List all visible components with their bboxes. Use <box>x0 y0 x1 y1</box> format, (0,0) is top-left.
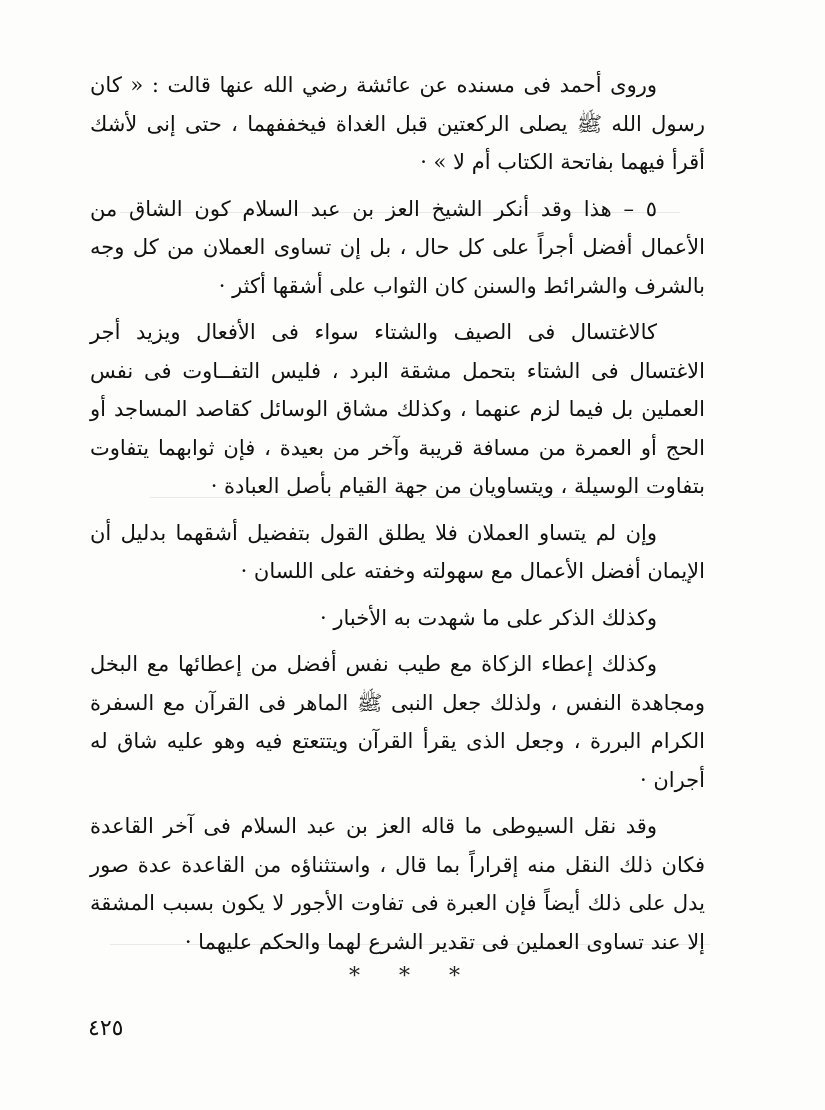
section-divider: * * * <box>349 964 476 989</box>
paragraph-7: وقد نقل السيوطى ما قاله العز بن عبد السلام فى آخر القاعدة فكان ذلك النقل منه إقراراً بما قال ، واستثناؤه من القاعدة عدة صور يدل على ذلك أيضاً فإن العبرة فى تفاوت الأجور لا يكون بسبب المشقة إلا عند تساوى العملين فى تقدير الشرع لهما والحكم عليهما · <box>90 814 705 954</box>
paragraph-1: وروى أحمد فى مسنده عن عائشة رضي الله عنها قالت : « كان رسول الله ﷺ يصلى الركعتين قبل الغداة فيخففهما ، حتى إنى لأشك أقرأ فيهما بفاتحة الكتاب أم لا » · <box>90 73 705 174</box>
paragraph-2: ٥ – هذا وقد أنكر الشيخ العز بن عبد السلام كون الشاق من الأعمال أفضل أجراً على كل حال ، بل إن تساوى العملان من كل وجه بالشرف والشرائط والسنن كان الثواب على أشقها أكثر · <box>90 196 705 298</box>
page-number: ٤٢٥ <box>88 1016 124 1041</box>
body-text <box>90 66 705 961</box>
paragraph-4: وإن لم يتساو العملان فلا يطلق القول بتفضيل أشقهما بدليل أن الإيمان أفضل الأعمال مع سهولته وخفته على اللسان · <box>90 520 705 583</box>
paragraph-5: وكذلك الذكر على ما شهدت به الأخبار · <box>320 605 657 630</box>
paragraph-3: كالاغتسال فى الصيف والشتاء سواء فى الأفعال ويزيد أجر الاغتسال فى الشتاء بتحمل مشقة البرد ، فليس التفــاوت فى نفس العملين بل فيما لزم عنهما ، وكذلك مشاق الوسائل كقاصد المساجد أو الحج أو العمرة من مسافة قريبة وآخر من بعيدة ، فإن ثوابهما يتفاوت بتفاوت الوسيلة ، ويتساويان من جهة القيام بأصل العبادة · <box>90 320 705 498</box>
paragraph-6: وكذلك إعطاء الزكاة مع طيب نفس أفضل من إعطائها مع البخل ومجاهدة النفس ، ولذلك جعل النبى ﷺ الماهر فى القرآن مع السفرة الكرام البررة ، وجعل الذى يقرأ القرآن ويتتعتع فيه وهو عليه شاق له أجران · <box>90 652 705 792</box>
